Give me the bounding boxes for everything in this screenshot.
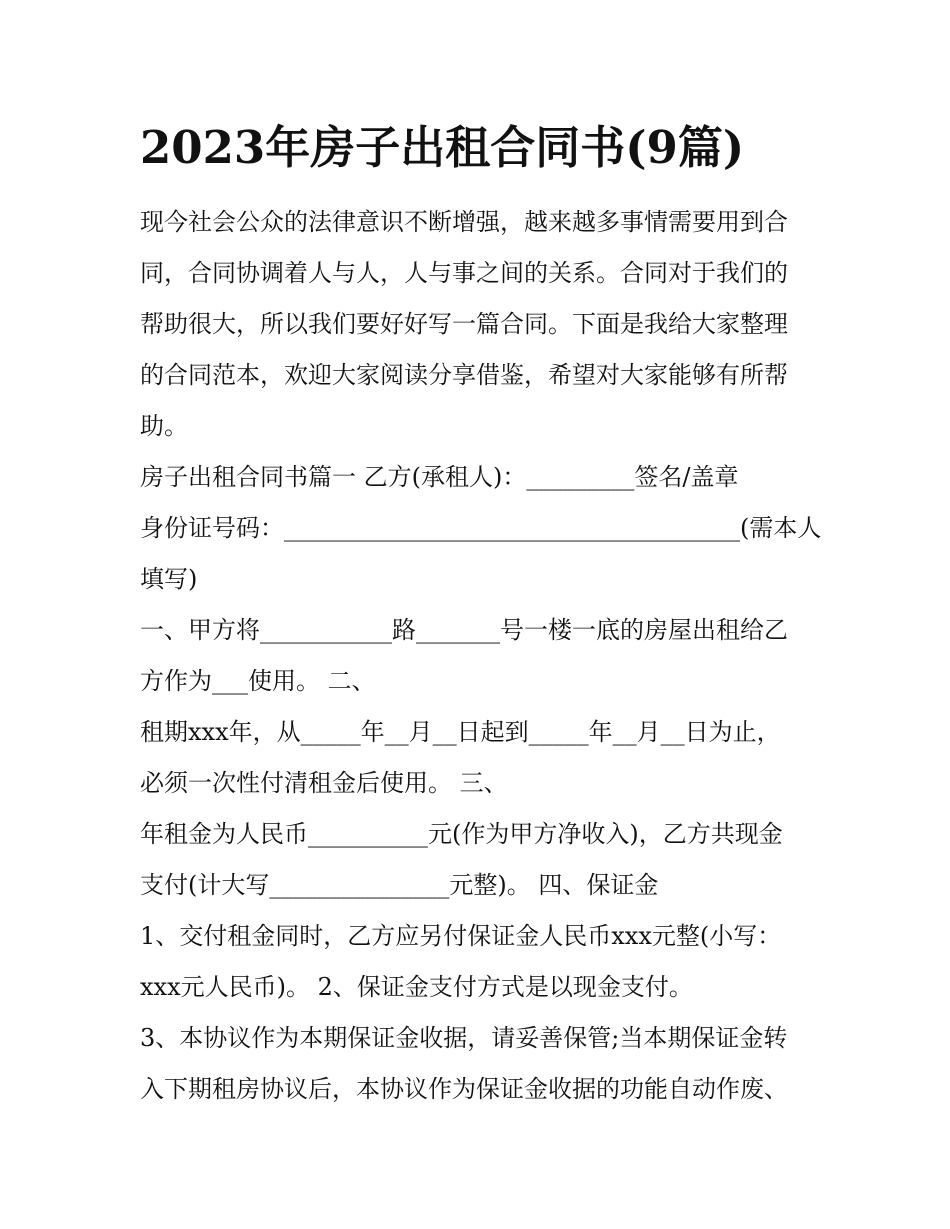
paragraph-line: 年租金为人民币__________元(作为甲方净收入)，乙方共现金 xyxy=(140,820,783,848)
paragraph-line: 租期xxx年，从_____年__月__日起到_____年__月__日为止， xyxy=(140,718,781,746)
paragraph-line: 1、交付租金同时，乙方应另付保证金人民币xxx元整(小写： xyxy=(140,922,782,950)
paragraph-line: 同，合同协调着人与人，人与事之间的关系。合同对于我们的 xyxy=(140,259,788,287)
document-title: 2023年房子出租合同书(9篇) xyxy=(140,121,745,174)
paragraph-line: 必须一次性付清租金后使用。 三、 xyxy=(140,769,508,797)
paragraph-line: 3、本协议作为本期保证金收据，请妥善保管;当本期保证金转 xyxy=(140,1024,788,1052)
paragraph-line: 入下期租房协议后，本协议作为保证金收据的功能自动作废、 xyxy=(140,1075,788,1103)
paragraph-line: 助。 xyxy=(140,412,188,440)
paragraph-line: 身份证号码：______________________________________(需本人 xyxy=(140,514,822,542)
paragraph-line: 现今社会公众的法律意识不断增强，越来越多事情需要用到合 xyxy=(140,208,788,236)
paragraph-line: 支付(计大写_______________元整)。 四、保证金 xyxy=(140,871,659,899)
paragraph-line: xxx元人民币)。 2、保证金支付方式是以现金支付。 xyxy=(140,973,693,1001)
paragraph-line: 帮助很大，所以我们要好好写一篇合同。下面是我给大家整理 xyxy=(140,310,788,338)
paragraph-line: 房子出租合同书篇一 乙方(承租人)：_________签名/盖章 xyxy=(140,463,739,491)
paragraph-line: 的合同范本，欢迎大家阅读分享借鉴，希望对大家能够有所帮 xyxy=(140,361,788,389)
paragraph-line: 填写) xyxy=(140,565,198,593)
paragraph-line: 一、甲方将___________路_______号一楼一底的房屋出租给乙 xyxy=(140,616,788,644)
paragraph-line: 方作为___使用。 二、 xyxy=(140,667,376,695)
